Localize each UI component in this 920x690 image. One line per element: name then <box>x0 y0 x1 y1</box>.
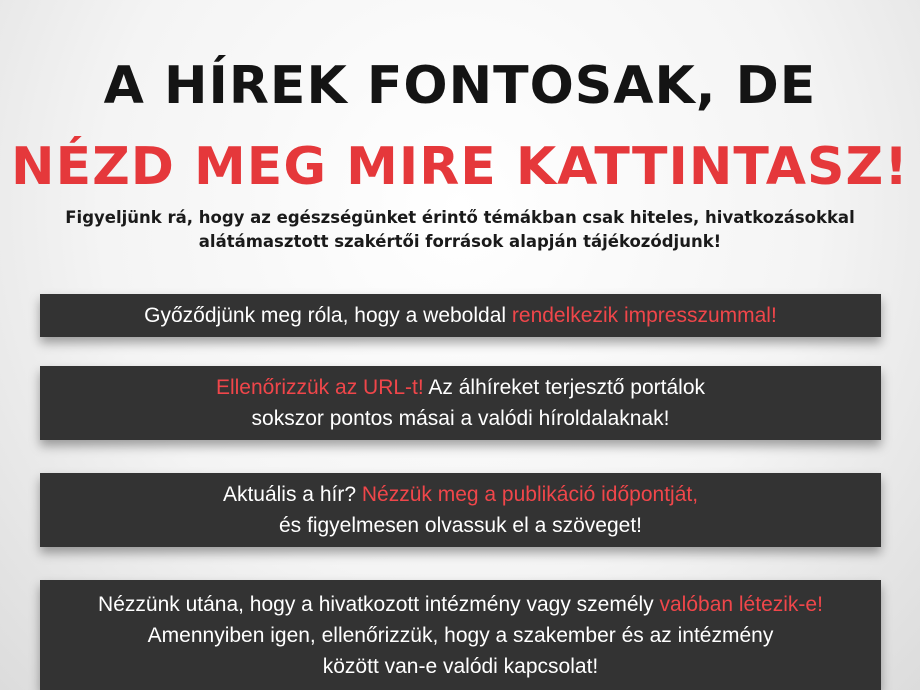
tip-highlight: valóban létezik-e! <box>659 592 823 616</box>
tip-text: között van-e valódi kapcsolat! <box>322 654 599 678</box>
tip-text: Nézzünk utána, hogy a hivatkozott intézmény vagy személy <box>98 592 660 616</box>
tip-line <box>40 403 881 434</box>
tip-text: Aktuális a hír? <box>222 483 362 506</box>
tip-line <box>40 300 881 331</box>
intro-line-1: Figyeljünk rá, hogy az egészségünket érintő témákban csak hiteles, hivatkozásokkal <box>65 208 855 227</box>
headline-line-1: A HÍREK FONTOSAK, DE <box>103 56 817 116</box>
tip-panel-impressum <box>40 294 881 337</box>
tip-text: Győződjünk meg róla, hogy a weboldal <box>144 304 512 327</box>
tip-line <box>40 620 881 651</box>
tip-highlight: Nézzük meg a publikáció időpontját, <box>361 483 699 506</box>
tip-line <box>40 479 881 510</box>
intro-line-2: alátámasztott szakértői források alapján tájékozódjunk! <box>198 232 722 251</box>
tip-text: és figyelmesen olvassuk el a szöveget! <box>278 514 643 537</box>
tip-panel-institution <box>40 580 881 690</box>
tip-line <box>40 651 881 682</box>
tip-line <box>40 372 881 403</box>
tip-text: sokszor pontos másai a valódi híroldalaknak! <box>251 407 670 430</box>
tip-highlight: Ellenőrizzük az URL-t! <box>215 376 424 399</box>
tip-line <box>40 510 881 541</box>
tip-panel-url <box>40 366 881 440</box>
tip-line <box>40 589 881 620</box>
intro-text <box>40 206 880 254</box>
tip-text: Az álhíreket terjesztő portálok <box>423 376 706 399</box>
tip-text: Amennyiben igen, ellenőrizzük, hogy a szakember és az intézmény <box>147 623 774 647</box>
headline-line-2: NÉZD MEG MIRE KATTINTASZ! <box>11 137 909 197</box>
tip-highlight: rendelkezik impresszummal! <box>511 304 777 327</box>
tip-panel-date <box>40 473 881 547</box>
